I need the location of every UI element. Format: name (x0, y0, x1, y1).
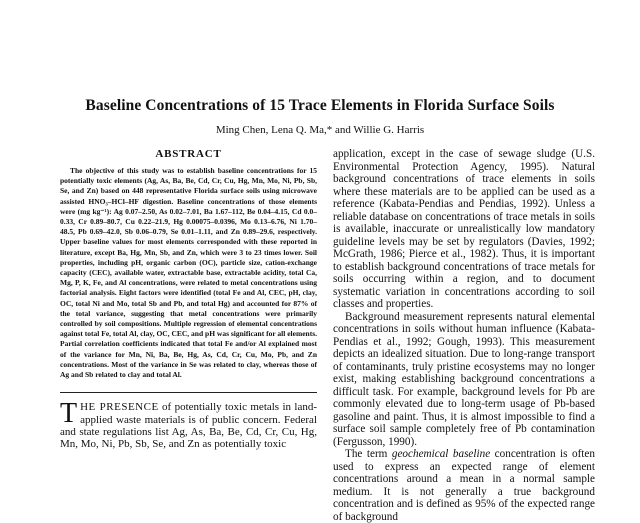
paper-authors: Ming Chen, Lena Q. Ma,* and Willie G. Harris (215, 124, 425, 136)
body-paragraph-1: application, except in the case of sewage sludge (U.S. Environmental Protection Agency, 1995). Natural background concentrations of trace elements in soils where these materials are to be applied can be used as a reference (Kabata-Pendias and Pendias, 1992). Unless a reliable database on concentrations of trace metals in soils is available, inaccurate or unrealistically low mandatory guideline levels may be set by regulators (Davies, 1992; McGrath, 1986; Pierce et al., 1982). Thus, it is important to establish background concentrations of trace metals for soils occurring within a region, and to document systematic variation in concentrations according to soil classes and properties. (333, 148, 595, 310)
right-column (333, 148, 595, 523)
p3-rest: concentration is often used to express an expected range of element concentrations around a mean in a normal sample medium. It is not generally a true background concentration and is defined as 95% of the expected range of background (333, 448, 595, 523)
intro-dropcap: T (60, 398, 78, 430)
p3-start: The term (345, 448, 392, 460)
left-column (60, 148, 317, 451)
abstract-heading: ABSTRACT (155, 148, 222, 160)
body-paragraph-2: Background measurement represents natural elemental concentrations in soils without human influence (Kabata-Pendias et al., 1992; Gough, 1993). This measurement depicts an idealized situation. Due to long-range transport of contaminants, truly pristine ecosystems may no longer exist, making establishing background concentrations a difficult task. For example, background levels for Pb are commonly elevated due to long-term usage of Pb-based gasoline and paint. Thus, it is almost impossible to find a surface soil sample completely free of Pb contamination (Fergusson, 1990). (333, 310, 595, 448)
intro-paragraph (60, 398, 317, 451)
section-divider (60, 392, 317, 393)
intro-text: of potentially toxic metals in land-applied waste materials is of public concern. Federal and state regulations list Ag, As, Ba, Be, Cd, Cr, Cu, Hg, Mn, Mo, Ni, Pb, Sb, Se, and Zn as potentially toxic (60, 401, 317, 451)
p3-term: geochemical baseline (391, 448, 491, 460)
paper-title: Baseline Concentrations of 15 Trace Elements in Florida Surface Soils (85, 97, 555, 114)
abstract-text: The objective of this study was to establish baseline concentrations for 15 potentially toxic elements (Ag, As, Ba, Be, Cd, Cr, Cu, Hg, Mn, Mo, Ni, Pb, Sb, Se, and Zn) based on 448 representative Florida surface soils using microwave assisted HNO₃–HCl–HF digestion. Baseline concentrations of those elements were (mg kg⁻¹): Ag 0.07–2.50, As 0.02–7.01, Ba 1.67–112, Be 0.04–4.15, Cd 0.0–0.33, Cr 0.89–80.7, Cu 0.22–21.9, Hg 0.00075–0.0396, Mo 0.13–6.76, Ni 1.70–48.5, Pb 0.69–42.0, Sb 0.06–0.79, Se 0.01–1.11, and Zn 0.89–29.6, respectively. Upper baseline values for most elements corresponded with these reported in literature, except Ba, Hg, Mn, Sb, and Zn, which were 3 to 23 times lower. Soil properties, including pH, organic carbon (OC), particle size, cation-exchange capacity (CEC), available water, extractable base, extractable acidity, total Ca, Mg, P, K, Fe, and Al concentrations, were related to metal concentrations using factorial analysis. Eight factors were identified (total Fe and Al, CEC, pH, clay, OC, total Ni and Mo, total Sb and Pb, and total Hg) and accounted for 87% of the total variance, suggesting that metal concentrations were primarily controlled by soil compositions. Multiple regression of elemental concentrations against total Fe, total Al, clay, OC, CEC, and pH was significant for all elements. Partial correlation coefficients indicated that total Fe and/or Al explained most of the variance for Mn, Ni, Ba, Be, Hg, As, Cd, Cr, Cu, Mo, Pb, and Zn concentrations. Most of the variance in Se was related to clay, whereas those of Ag and Sb related to clay and total Al. (60, 166, 317, 380)
body-paragraph-3 (333, 448, 595, 523)
intro-smallcaps: HE PRESENCE (80, 401, 159, 414)
